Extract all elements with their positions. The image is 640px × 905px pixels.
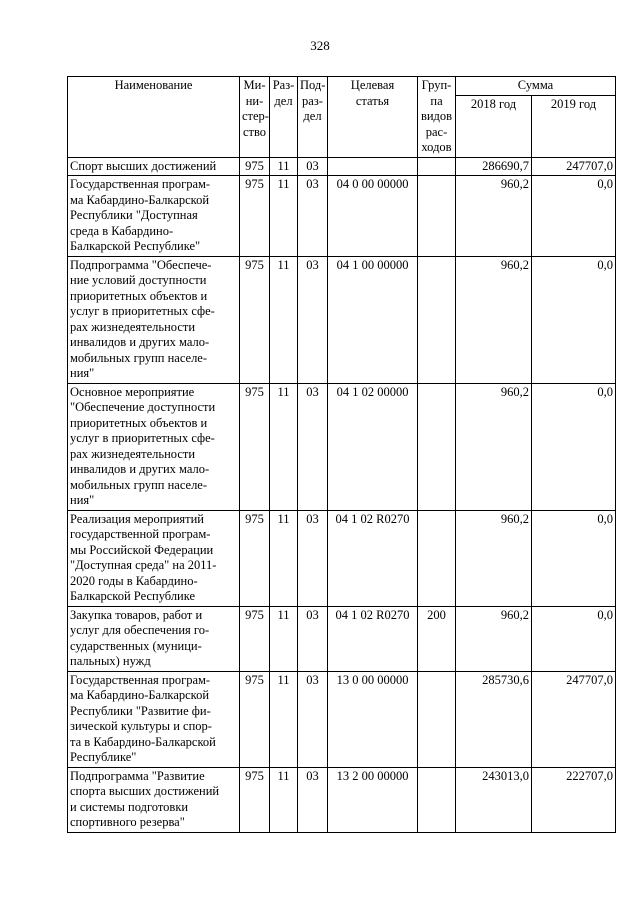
row-sum-2019-cell: 247707,0 (532, 671, 616, 767)
row-subsection-cell: 03 (298, 606, 328, 671)
row-expense-group-cell (418, 157, 456, 176)
row-subsection-cell: 03 (298, 383, 328, 510)
row-section-cell: 11 (270, 767, 298, 832)
row-expense-group-cell: 200 (418, 606, 456, 671)
table-body (68, 157, 616, 832)
row-name-cell: Государственная програм- ма Кабардино-Балкарской Республики "Развитие фи- зической культуры и спор- та в Кабардино-Балкарской Республике" (68, 671, 240, 767)
header-expense-group: Груп- па видов рас- ходов (418, 77, 456, 158)
row-sum-2018-cell: 286690,7 (456, 157, 532, 176)
row-target-article-cell: 04 0 00 00000 (328, 176, 418, 257)
row-sum-2018-cell: 960,2 (456, 383, 532, 510)
row-ministry-cell: 975 (240, 510, 270, 606)
row-name-cell: Закупка товаров, работ и услуг для обеспечения го- сударственных (муници- пальных) нужд (68, 606, 240, 671)
header-name: Наименование (68, 77, 240, 158)
row-ministry-cell: 975 (240, 176, 270, 257)
row-section-cell: 11 (270, 157, 298, 176)
row-sum-2019-cell: 0,0 (532, 606, 616, 671)
row-section-cell: 11 (270, 383, 298, 510)
row-section-cell: 11 (270, 176, 298, 257)
row-subsection-cell: 03 (298, 176, 328, 257)
row-target-article-cell: 04 1 02 00000 (328, 383, 418, 510)
row-sum-2019-cell: 0,0 (532, 176, 616, 257)
row-target-article-cell: 04 1 00 00000 (328, 256, 418, 383)
row-subsection-cell: 03 (298, 510, 328, 606)
row-expense-group-cell (418, 767, 456, 832)
page-number: 328 (310, 38, 330, 53)
row-section-cell: 11 (270, 256, 298, 383)
row-name-cell: Подпрограмма "Обеспече- ние условий доступности приоритетных объектов и услуг в приоритетных сфе- рах жизнедеятельности инвалидов и других мало- мобильных групп населе- ния" (68, 256, 240, 383)
table-row (68, 671, 616, 767)
row-target-article-cell: 04 1 02 R0270 (328, 510, 418, 606)
header-subsection: Под- раз- дел (298, 77, 328, 158)
row-sum-2019-cell: 247707,0 (532, 157, 616, 176)
header-sum: Сумма (456, 77, 616, 96)
row-sum-2018-cell: 243013,0 (456, 767, 532, 832)
row-sum-2019-cell: 0,0 (532, 383, 616, 510)
table-row (68, 157, 616, 176)
row-expense-group-cell (418, 671, 456, 767)
table-row (68, 606, 616, 671)
row-section-cell: 11 (270, 510, 298, 606)
header-year-2018: 2018 год (456, 95, 532, 157)
budget-table (67, 76, 616, 833)
row-expense-group-cell (418, 256, 456, 383)
row-name-cell: Спорт высших достижений (68, 157, 240, 176)
table-row (68, 510, 616, 606)
row-sum-2018-cell: 960,2 (456, 176, 532, 257)
row-subsection-cell: 03 (298, 671, 328, 767)
row-sum-2018-cell: 960,2 (456, 256, 532, 383)
header-target-article: Целевая статья (328, 77, 418, 158)
row-ministry-cell: 975 (240, 606, 270, 671)
table-row (68, 767, 616, 832)
row-sum-2019-cell: 222707,0 (532, 767, 616, 832)
row-subsection-cell: 03 (298, 767, 328, 832)
row-sum-2019-cell: 0,0 (532, 510, 616, 606)
header-year-2019: 2019 год (532, 95, 616, 157)
row-sum-2018-cell: 960,2 (456, 606, 532, 671)
row-target-article-cell: 04 1 02 R0270 (328, 606, 418, 671)
row-section-cell: 11 (270, 671, 298, 767)
row-expense-group-cell (418, 176, 456, 257)
row-subsection-cell: 03 (298, 157, 328, 176)
row-name-cell: Подпрограмма "Развитие спорта высших достижений и системы подготовки спортивного резерва" (68, 767, 240, 832)
row-sum-2019-cell: 0,0 (532, 256, 616, 383)
row-name-cell: Реализация мероприятий государственной програм- мы Российской Федерации "Доступная среда" на 2011- 2020 годы в Кабардино- Балкарской Республике (68, 510, 240, 606)
row-name-cell: Основное мероприятие "Обеспечение доступности приоритетных объектов и услуг в приоритетных сфе- рах жизнедеятельности инвалидов и других мало- мобильных групп населе- ния" (68, 383, 240, 510)
row-sum-2018-cell: 960,2 (456, 510, 532, 606)
row-subsection-cell: 03 (298, 256, 328, 383)
row-target-article-cell: 13 2 00 00000 (328, 767, 418, 832)
row-ministry-cell: 975 (240, 767, 270, 832)
table-row (68, 176, 616, 257)
row-target-article-cell (328, 157, 418, 176)
header-section: Раз- дел (270, 77, 298, 158)
row-expense-group-cell (418, 510, 456, 606)
row-target-article-cell: 13 0 00 00000 (328, 671, 418, 767)
row-ministry-cell: 975 (240, 671, 270, 767)
row-sum-2018-cell: 285730,6 (456, 671, 532, 767)
header-ministry: Ми- ни- стер- ство (240, 77, 270, 158)
row-expense-group-cell (418, 383, 456, 510)
row-section-cell: 11 (270, 606, 298, 671)
row-ministry-cell: 975 (240, 256, 270, 383)
row-ministry-cell: 975 (240, 383, 270, 510)
row-name-cell: Государственная програм- ма Кабардино-Балкарской Республики "Доступная среда в Кабардино- Балкарской Республике" (68, 176, 240, 257)
row-ministry-cell: 975 (240, 157, 270, 176)
table-row (68, 383, 616, 510)
table-row (68, 256, 616, 383)
